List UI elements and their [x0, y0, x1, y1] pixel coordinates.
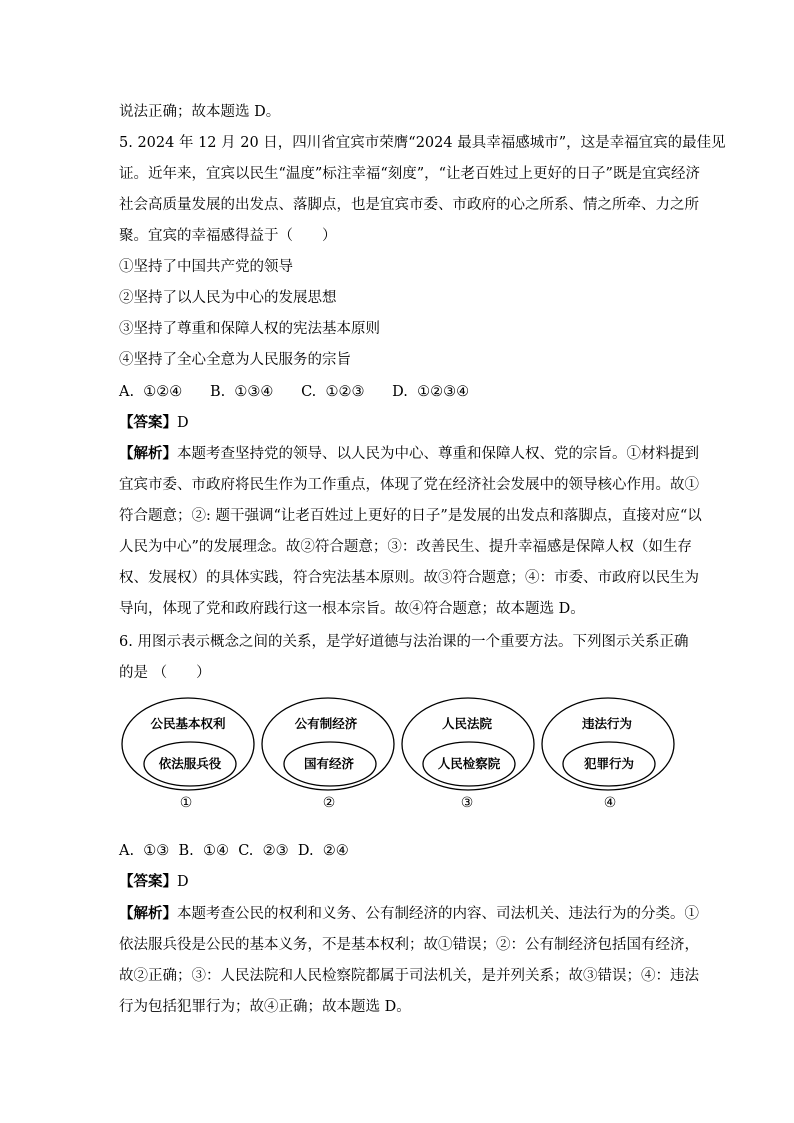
- diagram-4-number: ④: [603, 795, 617, 811]
- diagram-1-inner-label: 依法服兵役: [158, 756, 222, 771]
- diagram-2: [262, 698, 394, 811]
- q6-analysis-text-1: 本题考查公民的权利和义务、公有制经济的内容、司法机关、违法行为的分类。①: [177, 906, 699, 922]
- diagram-1: [122, 698, 254, 811]
- q5-answer: [119, 413, 189, 433]
- diagram-2-inner-label: 国有经济: [303, 756, 355, 771]
- q5-statement-2: ②坚持了以人民为中心的发展思想: [119, 290, 337, 306]
- diagram-4: [542, 698, 674, 811]
- q6-analysis-line-2: 依法服兵役是公民的基本义务，不是基本权利；故①错误；②：公有制经济包括国有经济，: [119, 937, 699, 953]
- diagram-1-number: ①: [179, 795, 193, 811]
- q5-analysis-line-2: 宜宾市委、市政府将民生作为工作重点，体现了党在经济社会发展中的领导核心作用。故①: [119, 477, 699, 493]
- q5-answer-value: D: [177, 415, 189, 431]
- diagram-3-inner-label: 人民检察院: [437, 756, 501, 771]
- q5-statement-1: ①坚持了中国共产党的领导: [119, 259, 293, 275]
- q5-analysis-line-6: 导向，体现了党和政府践行这一根本宗旨。故④符合题意；故本题选 D。: [119, 601, 585, 617]
- diagram-1-outer-ellipse: [122, 698, 254, 790]
- diagram-1-outer-label: 公民基本权利: [150, 716, 226, 731]
- q5-analysis-text-1: 本题考查坚持党的领导、以人民为中心、尊重和保障人权、党的宗旨。①材料提到: [177, 446, 699, 462]
- q5-analysis-line-1: [119, 444, 699, 464]
- q6-analysis-line-3: 故②正确；③：人民法院和人民检察院都属于司法机关，是并列关系；故③错误；④：违法: [119, 968, 699, 984]
- q5-analysis-tag: 【解析】: [119, 445, 177, 462]
- diagram-4-outer-ellipse: [542, 698, 674, 790]
- q6-analysis-line-1: [119, 904, 699, 924]
- diagram-4-outer-label: 违法行为: [581, 716, 633, 731]
- q5-answer-tag: 【答案】: [119, 414, 177, 431]
- q5-options: A. ①②④ B. ①③④ C. ①②③ D. ①②③④: [119, 384, 470, 400]
- q6-analysis-tag: 【解析】: [119, 905, 177, 922]
- q5-statement-3: ③坚持了尊重和保障人权的宪法基本原则: [119, 321, 380, 337]
- q6-answer-value: D: [177, 874, 189, 890]
- diagram-3-outer-ellipse: [402, 698, 534, 790]
- carry-over-text: 说法正确；故本题选 D。: [119, 104, 281, 120]
- q6-analysis-line-4: 行为包括犯罪行为；故④正确；故本题选 D。: [119, 999, 411, 1015]
- q6-answer: [119, 872, 189, 892]
- q5-analysis-line-5: 权、发展权）的具体实践，符合宪法基本原则。故③符合题意；④：市委、市政府以民生为: [119, 570, 699, 586]
- q6-stem-line-1: 6. 用图示表示概念之间的关系，是学好道德与法治课的一个重要方法。下列图示关系正确: [119, 634, 689, 650]
- q5-stem-line-1: 5. 2024 年 12 月 20 日，四川省宜宾市荣膺“2024 最具幸福感城市”，这是幸福宜宾的最佳见: [119, 135, 726, 151]
- q6-diagram-figure: [118, 696, 682, 816]
- q6-options: A. ①③ B. ①④ C. ②③ D. ②④: [119, 843, 349, 859]
- q5-analysis-line-4: 人民为中心”的发展理念。故②符合题意；③：改善民生、提升幸福感是保障人权（如生存: [119, 539, 692, 555]
- q5-stem-line-2: 证。近年来，宜宾以民生“温度”标注幸福“刻度”，“让老百姓过上更好的日子”既是宜宾经济: [119, 166, 700, 182]
- diagram-2-outer-ellipse: [262, 698, 394, 790]
- diagram-4-inner-label: 犯罪行为: [583, 756, 635, 771]
- diagram-3-number: ③: [460, 795, 474, 811]
- diagram-2-number: ②: [322, 795, 336, 811]
- q5-statement-4: ④坚持了全心全意为人民服务的宗旨: [119, 352, 351, 368]
- q6-stem-line-2: 的是 （ ）: [119, 665, 211, 681]
- diagram-3-outer-label: 人民法院: [441, 716, 493, 731]
- diagram-2-outer-label: 公有制经济: [294, 716, 358, 731]
- q5-stem-line-3: 社会高质量发展的出发点、落脚点，也是宜宾市委、市政府的心之所系、情之所牵、力之所: [119, 197, 699, 213]
- q5-analysis-line-3: 符合题意；②: 题干强调“让老百姓过上更好的日子”是发展的出发点和落脚点，直接对应“以: [119, 508, 702, 524]
- diagram-3: [402, 698, 534, 811]
- q6-answer-tag: 【答案】: [119, 873, 177, 890]
- q5-stem-line-4: 聚。宜宾的幸福感得益于（ ）: [119, 228, 337, 244]
